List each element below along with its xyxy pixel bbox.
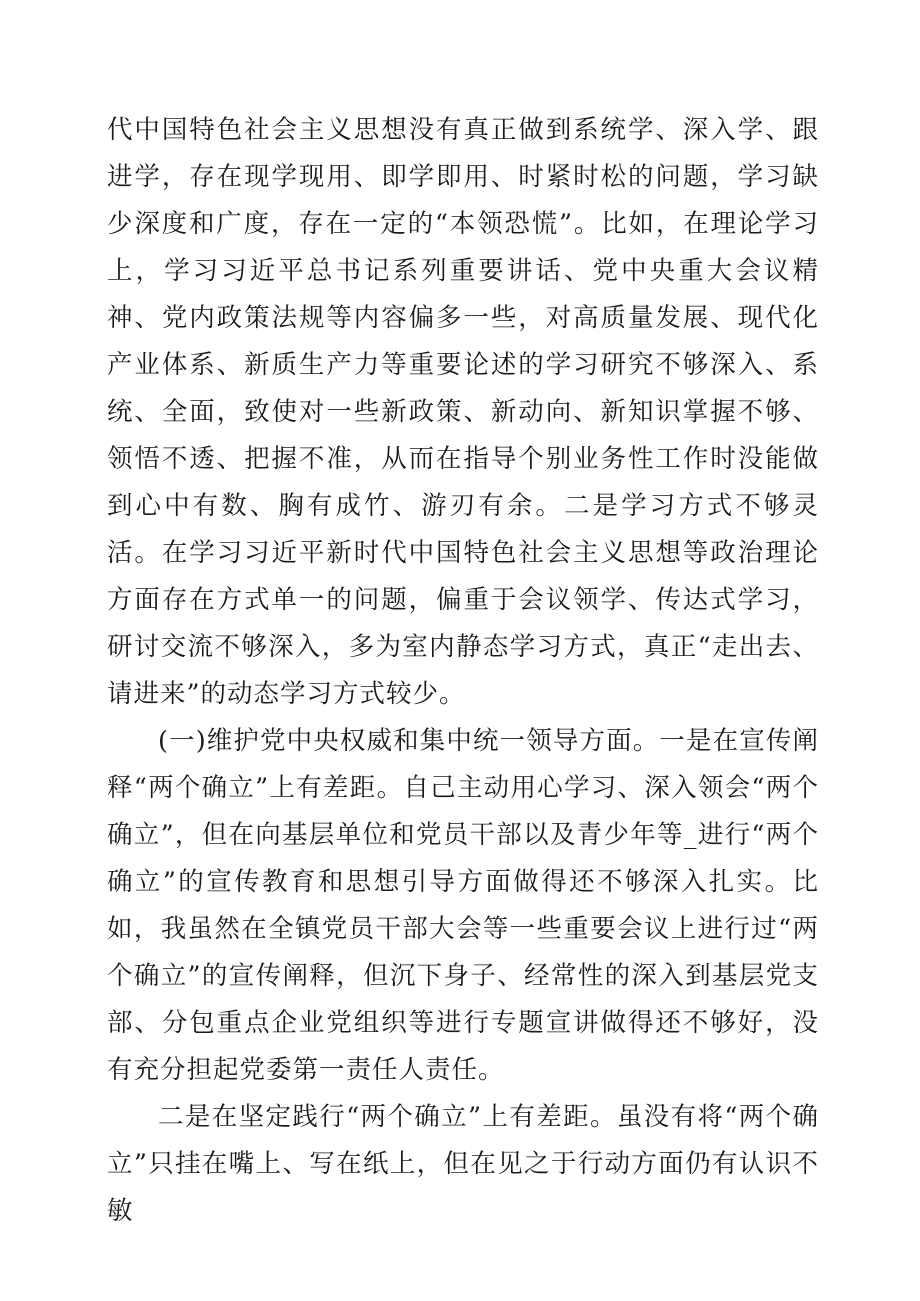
paragraph-2: (一)维护党中央权威和集中统一领导方面。一是在宣传阐释“两个确立”上有差距。自己主动用心学习、深入领会“两个确立”，但在向基层单位和党员干部以及青少年等_进行“两个确立”的宣传教育和思想引导方面做得还不够深入扎实。比如，我虽然在全镇党员干部大会等一些重要会议上进行过“两个确立”的宣传阐释，但沉下身子、经常性的深入到基层党支部、分包重点企业党组织等进行专题宣讲做得还不够好，没有充分担起党委第一责任人责任。 <box>107 726 819 1085</box>
paragraph-3: 二是在坚定践行“两个确立”上有差距。虽没有将“两个确立”只挂在嘴上、写在纸上，但在见之于行动方面仍有认识不敏 <box>107 1102 819 1226</box>
paragraph-1: 代中国特色社会主义思想没有真正做到系统学、深入学、跟进学，存在现学现用、即学即用、时紧时松的问题，学习缺少深度和广度，存在一定的“本领恐慌”。比如，在理论学习上，学习习近平总书记系列重要讲话、党中央重大会议精神、党内政策法规等内容偏多一些，对高质量发展、现代化产业体系、新质生产力等重要论述的学习研究不够深入、系统、全面，致使对一些新政策、新动向、新知识掌握不够、领悟不透、把握不准，从而在指导个别业务性工作时没能做到心中有数、胸有成竹、游刃有余。二是学习方式不够灵活。在学习习近平新时代中国特色社会主义思想等政治理论方面存在方式单一的问题，偏重于会议领学、传达式学习，研讨交流不够深入，多为室内静态学习方式，真正“走出去、请进来”的动态学习方式较少。 <box>107 115 819 709</box>
document-body <box>107 107 819 1235</box>
